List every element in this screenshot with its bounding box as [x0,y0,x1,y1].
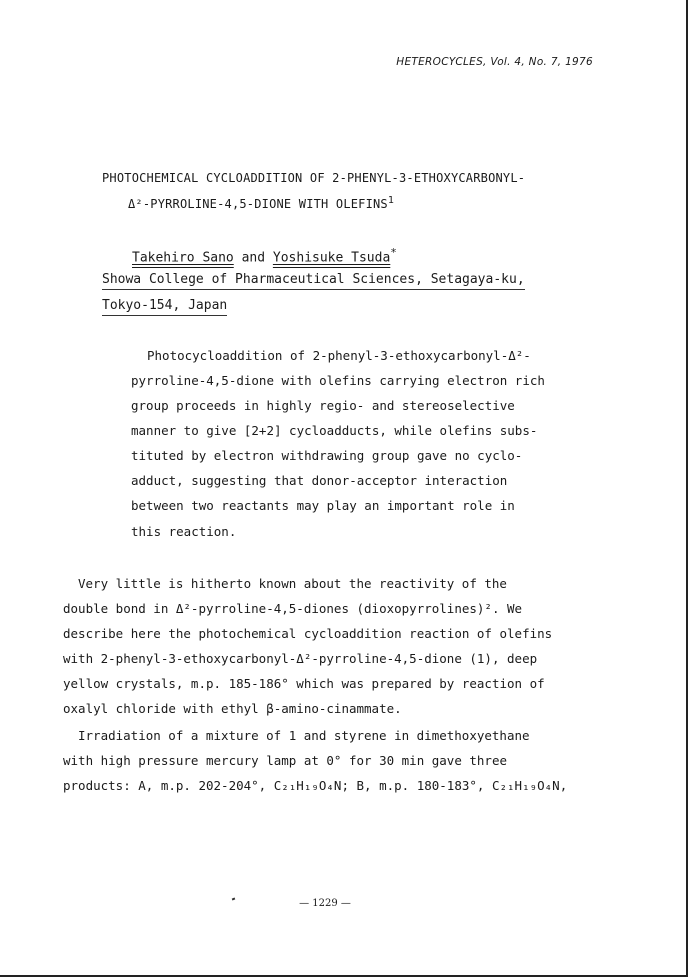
affiliation-text-2: Tokyo-154, Japan [102,298,227,316]
body-line: double bond in Δ²-pyrroline-4,5-diones (dioxopyrrolines)². We [63,601,523,616]
author-1: Takehiro Sano [132,250,234,266]
body-line: describe here the photochemical cycloaddition reaction of olefins [63,626,553,641]
abstract-line: between two reactants may play an important role in [131,498,515,513]
article-title-line-2 [128,195,394,211]
title-text: Δ²-PYRROLINE-4,5-DIONE WITH OLEFINS [128,197,388,211]
body-line: with 2-phenyl-3-ethoxycarbonyl-Δ²-pyrroline-4,5-dione (1), deep [63,651,538,666]
abstract-line: adduct, suggesting that donor-acceptor interaction [131,473,508,488]
abstract-line: Photocycloaddition of 2-phenyl-3-ethoxycarbonyl-Δ²- [147,348,531,363]
author-conjunction: and [233,250,273,266]
affiliation-text-1: Showa College of Pharmaceutical Sciences, Setagaya-ku, [102,272,525,290]
abstract-line: this reaction. [131,524,237,539]
affiliation-line-2 [102,298,227,313]
body-line: yellow crystals, m.p. 185-186° which was prepared by reaction of [63,676,545,691]
body-line: with high pressure mercury lamp at 0° for 30 min gave three [63,753,508,768]
page-number: — 1229 — [299,898,351,909]
body-line: products: A, m.p. 202-204°, C₂₁H₁₉O₄N; B, m.p. 180-183°, C₂₁H₁₉O₄N, [63,778,568,793]
corresponding-author-mark: * [390,246,397,259]
body-line: Very little is hitherto known about the reactivity of the [78,576,507,591]
author-line [132,246,397,265]
body-line: Irradiation of a mixture of 1 and styrene in dimethoxyethane [78,728,530,743]
abstract-line: pyrroline-4,5-dione with olefins carrying electron rich [131,373,545,388]
abstract-line: tituted by electron withdrawing group gave no cyclo- [131,448,523,463]
author-2: Yoshisuke Tsuda [272,250,391,266]
title-footnote-mark: 1 [387,195,395,206]
abstract-line: manner to give [2+2] cycloadducts, while olefins subs- [131,423,538,438]
journal-citation: HETEROCYCLES, Vol. 4, No. 7, 1976 [396,56,593,68]
affiliation-line-1 [102,272,525,287]
body-line: oxalyl chloride with ethyl β-amino-cinammate. [63,701,402,716]
abstract-line: group proceeds in highly regio- and stereoselective [131,398,515,413]
article-title-line-1: PHOTOCHEMICAL CYCLOADDITION OF 2-PHENYL-3-ETHOXYCARBONYL- [102,171,526,185]
